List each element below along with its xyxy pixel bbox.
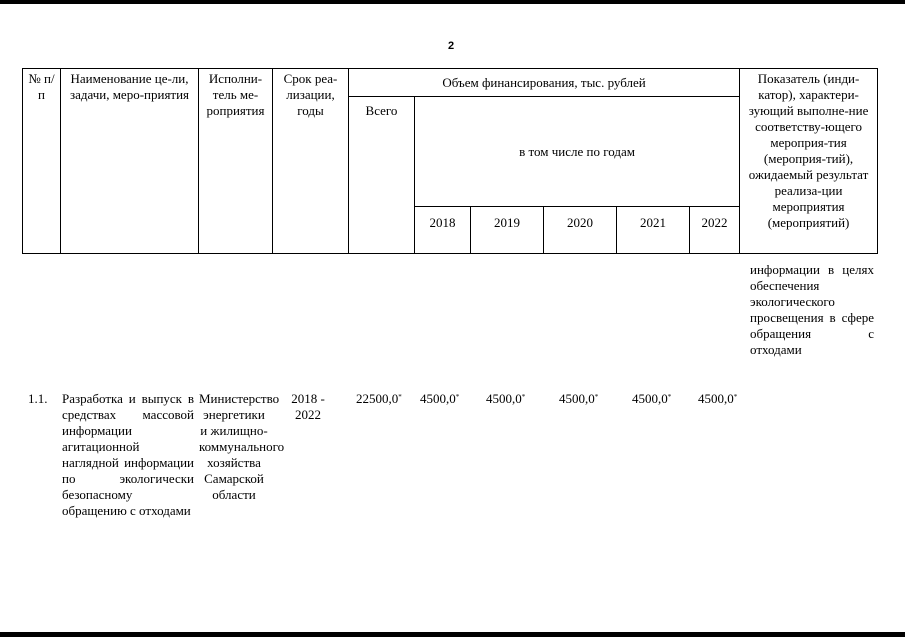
row-2022: 4500,0* [698, 391, 738, 406]
bottom-rule [0, 632, 905, 637]
header-name: Наименование це-ли, задачи, меро-приятия [61, 69, 199, 254]
row-name: Разработка и выпуск в средствах массовой информации агитационной наглядной информации по экологически безопасному обращению с отходами [62, 391, 194, 518]
header-indicator: Показатель (инди-катор), характери-зующий выполне-ние соответству-ющего мероприя-тия (мероприя-тий), ожидаемый результат реализа-ции мероприятия (мероприятий) [740, 69, 878, 254]
header-year-2020: 2020 [544, 207, 617, 254]
header-term: Срок реа-лизации, годы [273, 69, 349, 254]
header-year-2021: 2021 [617, 207, 690, 254]
row-term: 2018 - 2022 [291, 391, 325, 422]
indicator-continuation: информации в целях обеспечения экологического просвещения в сфере обращения с отходами [750, 262, 874, 357]
header-total: Всего [349, 97, 415, 254]
header-by-year: в том числе по годам [415, 97, 740, 207]
header-num: № п/п [23, 69, 61, 254]
row-2019: 4500,0* [486, 391, 526, 406]
row-2020: 4500,0* [559, 391, 599, 406]
header-executor: Исполни-тель ме-роприятия [199, 69, 273, 254]
header-year-2018: 2018 [415, 207, 471, 254]
header-table [22, 68, 878, 254]
header-year-2019: 2019 [471, 207, 544, 254]
header-funding: Объем финансирования, тыс. рублей [349, 69, 740, 97]
page-number: 2 [448, 40, 455, 52]
top-rule [0, 0, 905, 4]
row-number: 1.1. [28, 391, 48, 406]
header-year-2022: 2022 [690, 207, 740, 254]
row-2021: 4500,0* [632, 391, 672, 406]
row-2018: 4500,0* [420, 391, 460, 406]
row-executor: Министерство энергетики и жилищно-коммунального хозяйства Самарской области [199, 391, 285, 502]
row-total: 22500,0* [356, 391, 402, 406]
